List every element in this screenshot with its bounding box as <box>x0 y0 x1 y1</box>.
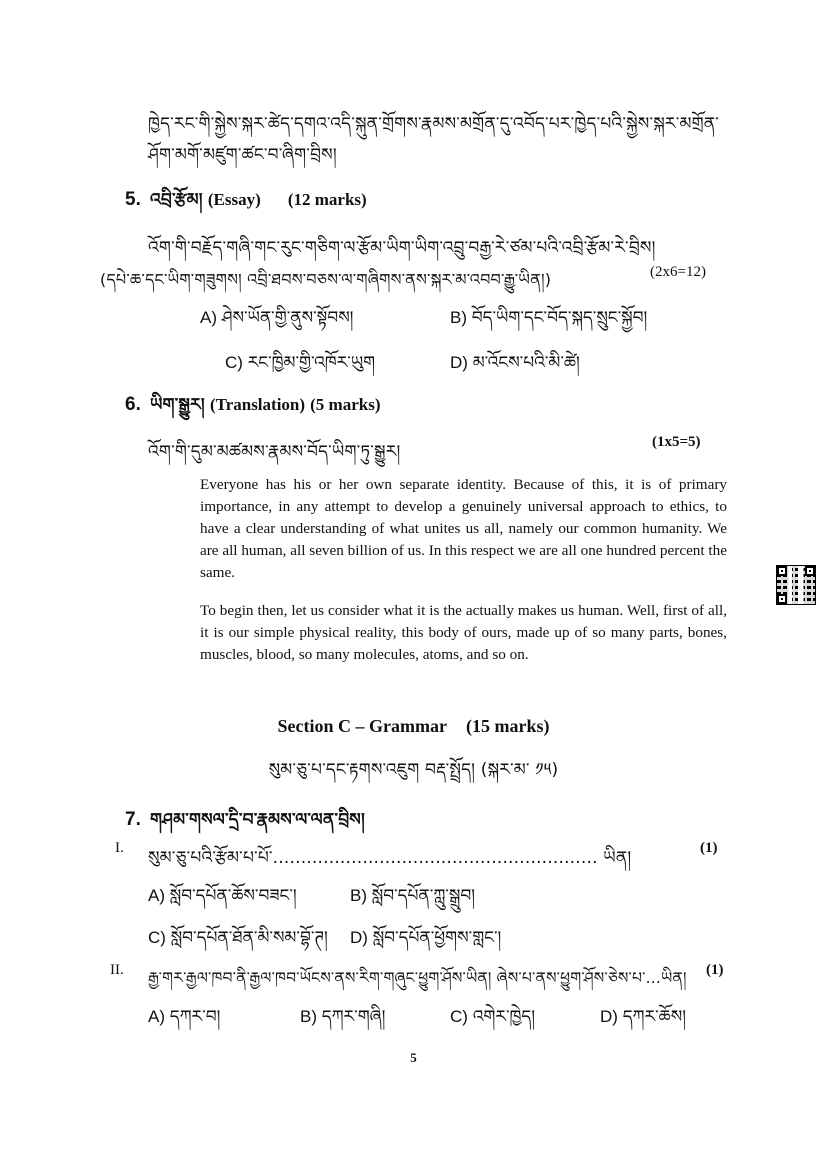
translation-title-english: (Translation) <box>209 395 306 414</box>
option-letter: B) <box>350 886 367 905</box>
translation-marks: (5 marks) <box>310 395 381 414</box>
option-text: སློབ་དཔོན་ཆོས་བཟང་། <box>169 886 297 906</box>
q7-number: 7. <box>125 809 141 830</box>
page-number: 5 <box>410 1050 417 1065</box>
option-text: བོད་ཡིག་དང་བོད་སྐད་སྲུང་སྐྱོབ། <box>471 308 648 328</box>
q7-item-1-option-c <box>148 918 328 966</box>
q7-item-2-option-c <box>450 997 535 1045</box>
translation-instruction-marks: (1x5=5) <box>652 434 701 450</box>
essay-instruction: འོག་གི་བརྗོད་གཞི་གང་རུང་གཅིག་ལ་རྩོམ་ཡིག་ཡིག་འབྲུ་བརྒྱ་རེ་ཙམ་པའི་འབྲི་རྩོམ་རེ་བྲིས། <box>148 238 656 258</box>
option-text: སློབ་དཔོན་ཕྱོགས་གླང་། <box>372 928 502 948</box>
essay-option-b <box>450 298 647 346</box>
q7-item-2-roman: II. <box>110 962 124 978</box>
translation-instruction: འོག་གི་དུམ་མཚམས་རྣམས་བོད་ཡིག་ཏུ་སྒྱུར། <box>148 442 401 462</box>
q7-item-1-option-a <box>148 876 297 924</box>
essay-marks: (12 marks) <box>287 190 367 209</box>
option-text: དཀར་གཞི། <box>321 1007 386 1027</box>
section-c-subtitle: སུམ་ཅུ་པ་དང་རྟགས་འཇུག བརྡ་སྤྲོད། (སྐར་མ་ ༡༥) <box>268 760 559 780</box>
q7-item-1-option-d <box>350 918 501 966</box>
option-letter: D) <box>450 353 468 372</box>
essay-title-tibetan: འབྲི་རྩོམ། <box>149 190 203 210</box>
q7-item-2-option-a <box>148 997 220 1045</box>
q7-title: གཤམ་གསལ་དྲི་བ་རྣམས་ལ་ལན་བྲིས། <box>149 810 365 830</box>
essay-option-a <box>200 298 353 346</box>
essay-title-english: (Essay) <box>207 190 261 209</box>
q7-item-1-roman: I. <box>115 840 124 856</box>
section-c-heading <box>0 716 827 737</box>
translation-number: 6. <box>125 394 141 415</box>
option-letter: A) <box>200 308 217 327</box>
translation-heading <box>125 385 380 433</box>
option-text: རང་ཁྱིམ་གྱི་འཁོར་ཡུག <box>247 353 376 373</box>
option-letter: A) <box>148 1007 165 1026</box>
option-text: དཀར་བ། <box>169 1007 221 1027</box>
essay-heading <box>125 180 367 228</box>
option-text: མ་འོངས་པའི་མི་ཚེ། <box>472 353 580 373</box>
q7-item-1-question: སུམ་ཅུ་པའི་རྩོམ་པ་པོ་.......................................................... ཡིན། <box>148 848 632 868</box>
option-text: སློབ་དཔོན་ཀླུ་སྒྲུབ། <box>371 886 476 906</box>
option-letter: D) <box>350 928 368 947</box>
essay-option-d <box>450 343 580 391</box>
q7-item-2-marks: (1) <box>706 962 724 978</box>
option-text: འགེར་ཁྱེད། <box>472 1007 536 1027</box>
option-letter: C) <box>148 928 166 947</box>
option-text: ཤེས་ཡོན་གྱི་ནུས་སྟོབས། <box>221 308 354 328</box>
section-c-marks: (15 marks) <box>466 716 550 736</box>
q7-item-1-option-b <box>350 876 475 924</box>
intro-line-1: ཁྱེད་རང་གི་སྐྱེས་སྐར་ཚེད་དགའ་འདི་སྐུན་གྲོགས་རྣམས་མགྲོན་དུ་འབོད་པར་ཁྱེད་པའི་སྐྱེས་སྐར་མགྲོན་ <box>148 114 720 134</box>
option-letter: C) <box>225 353 243 372</box>
essay-number: 5. <box>125 189 141 210</box>
option-text: སློབ་དཔོན་ཐོན་མི་སམ་བྷོ་ཊ། <box>170 928 328 948</box>
q7-item-2-option-b <box>300 997 385 1045</box>
translation-title-tibetan: ཡིག་སྒྱུར། <box>149 395 205 415</box>
option-letter: A) <box>148 886 165 905</box>
option-letter: D) <box>600 1007 618 1026</box>
option-text: དཀར་ཆོས། <box>622 1007 687 1027</box>
essay-note-marks: (2x6=12) <box>650 264 706 280</box>
essay-note: (དཔེ་ཆ་དང་ཡིག་གཟུགས། འབྲི་ཐབས་བཅས་ལ་གཞིགས་ནས་སྐར་མ་འབབ་རྒྱུ་ཡིན།) <box>100 270 552 289</box>
translation-paragraph-2: To begin then, let us consider what it is the actually makes us human. Well, first of all, it is our simple physical reality, this body of ours, made up of so many parts, bones, muscles, blood, so many molecules, atoms, and so on. <box>200 602 727 663</box>
q7-item-2-option-d <box>600 997 686 1045</box>
option-letter: B) <box>300 1007 317 1026</box>
section-c-title: Section C – Grammar <box>277 716 447 736</box>
option-letter: C) <box>450 1007 468 1026</box>
translation-paragraph-1: Everyone has his or her own separate identity. Because of this, it is of primary importance, in any attempt to develop a genuinely universal approach to ethics, to have a clear understanding of what unites us all, namely our common humanity. We are all human, all seven billion of us. In this respect we are all one hundred percent the same. <box>200 476 727 581</box>
intro-line-2: ཤོག་མགོ་མཛུག་ཚང་བ་ཞིག་བྲིས། <box>148 145 337 165</box>
q7-item-2-question: རྒྱ་གར་རྒྱལ་ཁབ་ནི་རྒྱལ་ཁབ་ཡོངས་ནས་རིག་གཞུང་ཕྱུག་ཤོས་ཡིན། ཞེས་པ་ནས་ཕྱུག་ཤོས་ཅེས་པ་...ཡིན། <box>148 969 687 987</box>
essay-option-c <box>225 343 375 391</box>
q7-item-1-marks: (1) <box>700 840 718 856</box>
qr-code-icon <box>777 566 815 604</box>
option-letter: B) <box>450 308 467 327</box>
